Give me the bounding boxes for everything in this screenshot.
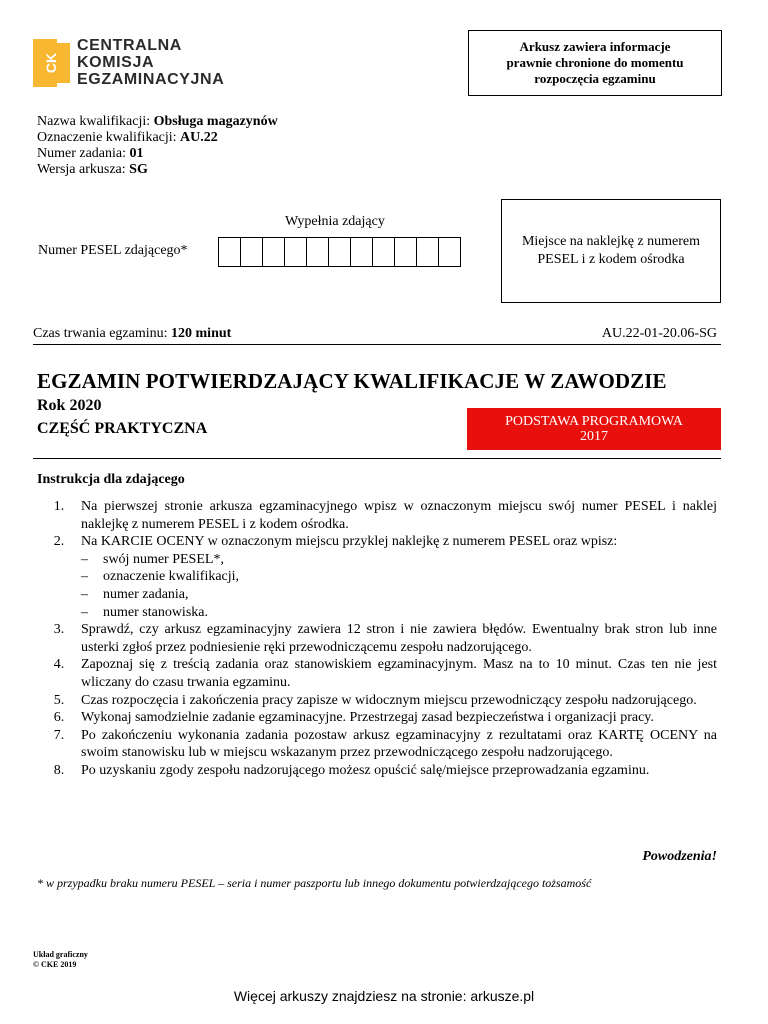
sticker-line: PESEL i z kodem ośrodka bbox=[537, 252, 685, 267]
exam-duration: Czas trwania egzaminu: 120 minut bbox=[33, 326, 232, 341]
curriculum-line: 2017 bbox=[580, 429, 608, 444]
sticker-line: Miejsce na naklejkę z numerem bbox=[521, 234, 701, 249]
duration-value: 120 minut bbox=[171, 326, 232, 341]
pesel-digit-box[interactable] bbox=[306, 237, 329, 267]
logo-line: CENTRALNA bbox=[77, 37, 182, 54]
pesel-digit-box[interactable] bbox=[218, 237, 241, 267]
pesel-digit-box[interactable] bbox=[262, 237, 285, 267]
meta-value: SG bbox=[129, 162, 148, 177]
list-item: 4. Zapoznaj się z treścią zadania oraz stanowiskiem egzaminacyjnym. Masz na to 10 minut. Czas ten nie jest wliczany do czasu trwania egzaminu. bbox=[53, 657, 717, 690]
logo-text bbox=[77, 37, 224, 88]
logo-line: KOMISJA bbox=[77, 54, 155, 71]
fill-by-candidate-label: Wypełnia zdający bbox=[285, 214, 385, 229]
list-item: 8. Po uzyskaniu zgody zespołu nadzorującego możesz opuścić salę/miejsce przeprowadzania egzaminu. bbox=[53, 762, 650, 778]
pesel-digit-box[interactable] bbox=[438, 237, 461, 267]
list-item: 1. Na pierwszej stronie arkusza egzaminacyjnego wpisz w oznaczonym miejscu swój numer PESEL i naklej naklejkę z numerem PESEL i z kodem ośrodka. bbox=[53, 499, 717, 532]
logo-line: EGZAMINACYJNA bbox=[77, 71, 225, 88]
meta-value: Obsługa magazynów bbox=[153, 114, 278, 129]
sub-item: – numer zadania, bbox=[81, 586, 189, 602]
pesel-digit-box[interactable] bbox=[372, 237, 395, 267]
pesel-digit-box[interactable] bbox=[328, 237, 351, 267]
pesel-digit-box[interactable] bbox=[350, 237, 373, 267]
meta-row: Oznaczenie kwalifikacji: AU.22 bbox=[37, 130, 218, 145]
sheet-code: AU.22-01-20.06-SG bbox=[601, 326, 717, 341]
meta-value: AU.22 bbox=[180, 130, 218, 145]
exam-year: Rok 2020 bbox=[37, 397, 102, 414]
notice-line: rozpoczęcia egzaminu bbox=[534, 71, 656, 86]
svg-text:CK: CK bbox=[43, 52, 59, 74]
sub-item: – numer stanowiska. bbox=[81, 604, 208, 620]
layout-credit: Układ graficzny © CKE 2019 bbox=[33, 950, 88, 969]
notice-line: prawnie chronione do momentu bbox=[506, 55, 684, 70]
cke-logo-icon bbox=[33, 39, 70, 87]
curriculum-badge bbox=[467, 408, 721, 450]
pesel-digit-box[interactable] bbox=[284, 237, 307, 267]
pesel-digit-box[interactable] bbox=[240, 237, 263, 267]
footnote: * w przypadku braku numeru PESEL – seria i numer paszportu lub innego dokumentu potwierdzającego tożsamość bbox=[37, 876, 592, 890]
meta-row: Nazwa kwalifikacji: Obsługa magazynów bbox=[37, 114, 278, 129]
sub-item: – swój numer PESEL*, bbox=[81, 551, 224, 567]
notice-line: Arkusz zawiera informacje bbox=[519, 39, 671, 54]
meta-value: 01 bbox=[129, 146, 144, 161]
divider bbox=[33, 458, 721, 459]
sticker-placeholder bbox=[501, 199, 721, 303]
pesel-input-boxes[interactable] bbox=[219, 237, 461, 267]
pesel-digit-box[interactable] bbox=[416, 237, 439, 267]
pesel-label: Numer PESEL zdającego* bbox=[38, 243, 188, 258]
exam-part: CZĘŚĆ PRAKTYCZNA bbox=[37, 420, 208, 437]
good-luck-text: Powodzenia! bbox=[642, 849, 717, 864]
divider bbox=[33, 344, 721, 345]
qualification-info bbox=[37, 114, 278, 178]
list-item: 3. Sprawdź, czy arkusz egzaminacyjny zawiera 12 stron i nie zawiera błędów. Ewentualny brak stron lub inne usterki zgłoś przez podniesienie ręki przewodniczącemu zespołu nadzorującego. bbox=[53, 622, 717, 655]
pesel-digit-box[interactable] bbox=[394, 237, 417, 267]
meta-row: Wersja arkusza: SG bbox=[37, 162, 148, 177]
instructions-list bbox=[37, 498, 717, 780]
confidential-notice bbox=[468, 30, 722, 96]
curriculum-line: PODSTAWA PROGRAMOWA bbox=[505, 414, 683, 429]
meta-row: Numer zadania: 01 bbox=[37, 146, 144, 161]
list-item: 7. Po zakończeniu wykonania zadania pozostaw arkusz egzaminacyjny z rezultatami oraz KARTĘ OCENY na swoim stanowisku lub w miejscu wskazanym przez przewodniczącego zespołu nadzorującego. bbox=[53, 727, 717, 761]
list-item: 2. Na KARCIE OCENY w oznaczonym miejscu przyklej naklejkę z numerem PESEL oraz wpisz: bbox=[53, 534, 618, 550]
list-item: 5. Czas rozpoczęcia i zakończenia pracy zapisze w widocznym miejscu przewodniczący zespołu nadzorującego. bbox=[53, 692, 697, 708]
sub-item: – oznaczenie kwalifikacji, bbox=[81, 569, 240, 585]
footer-note: Więcej arkuszy znajdziesz na stronie: arkusze.pl bbox=[233, 988, 535, 1004]
list-item: 6. Wykonaj samodzielnie zadanie egzaminacyjne. Przestrzegaj zasad bezpieczeństwa i organizacji pracy. bbox=[53, 710, 654, 726]
page-title: EGZAMIN POTWIERDZAJĄCY KWALIFIKACJE W ZAWODZIE bbox=[37, 369, 667, 393]
instructions-title: Instrukcja dla zdającego bbox=[37, 472, 185, 487]
